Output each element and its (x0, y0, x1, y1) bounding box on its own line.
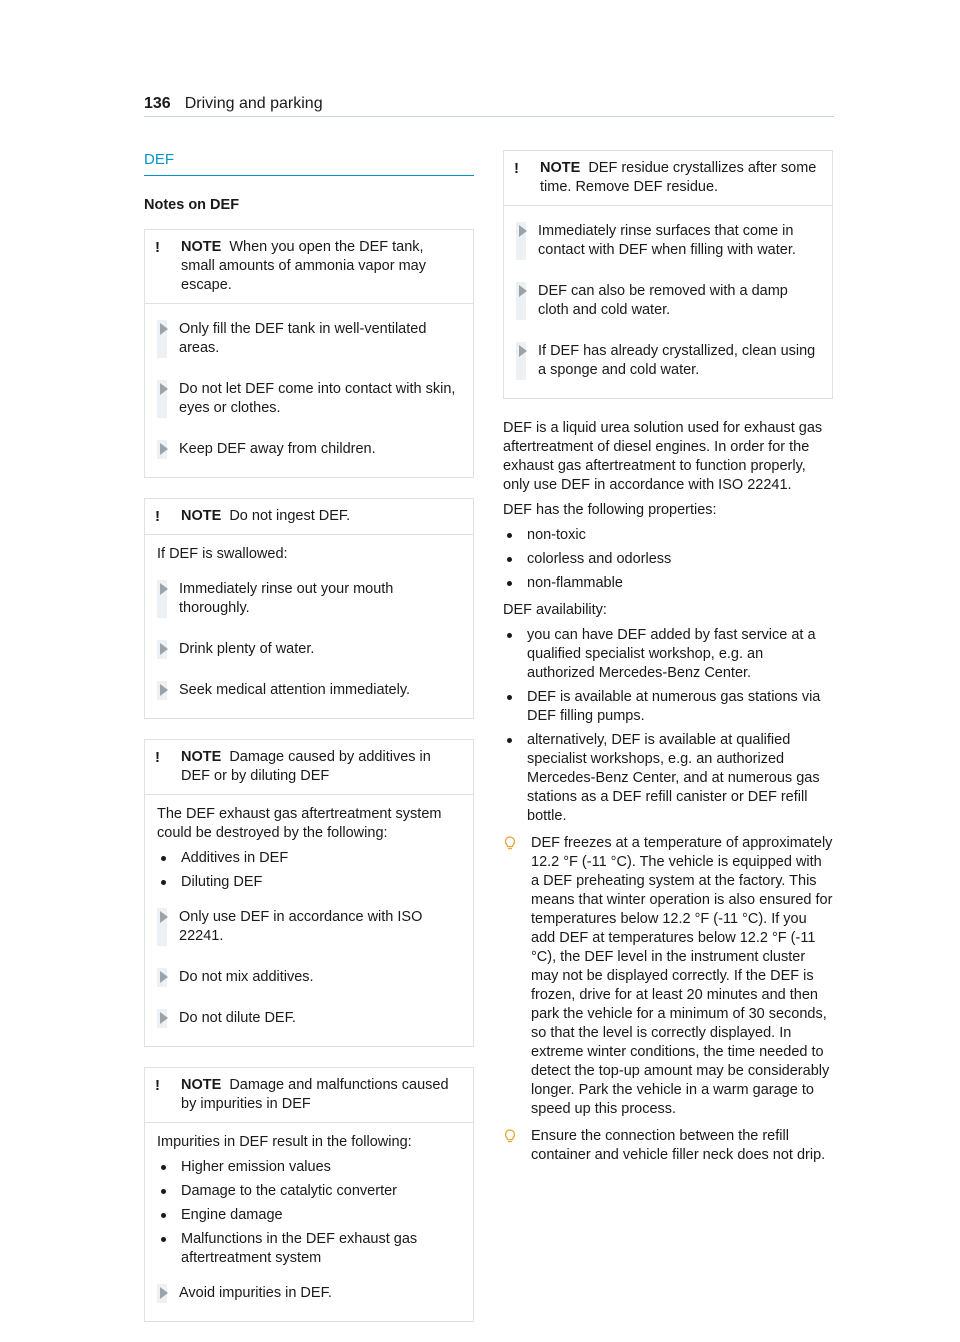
info-note-connection (503, 1127, 833, 1165)
step-arrow-icon (160, 911, 168, 923)
list-item: Damage to the catalytic converter (157, 1182, 461, 1201)
action-step: Only fill the DEF tank in well-ventilated areas. (157, 314, 461, 364)
list-item: Engine damage (157, 1206, 461, 1225)
step-arrow-icon (160, 323, 168, 335)
step-arrow-icon (160, 383, 168, 395)
note-box-additives (144, 739, 474, 1047)
list-item: you can have DEF added by fast service at a qualified specialist workshop, e.g. an authorized Mercedes-Benz Center. (503, 626, 833, 683)
note-text: DEF residue crystallizes after some time. Remove DEF residue. (540, 160, 817, 195)
info-lightbulb-icon (503, 1129, 517, 1143)
left-column (144, 150, 474, 1342)
bullet-list (157, 1158, 461, 1268)
body-intro: DEF is a liquid urea solution used for exhaust gas aftertreatment of diesel engines. In order for the exhaust gas aftertreatment to function properly, only use DEF in accordance with ISO 22241. (503, 420, 823, 493)
list-item: Higher emission values (157, 1158, 461, 1177)
list-item: Malfunctions in the DEF exhaust gas aftertreatment system (157, 1230, 461, 1268)
note-header (145, 230, 473, 304)
note-box-ingest (144, 498, 474, 719)
note-text: Do not ingest DEF. (229, 508, 351, 524)
action-step: Immediately rinse surfaces that come in contact with DEF when filling with water. (516, 216, 820, 266)
note-text: When you open the DEF tank, small amounts of ammonia vapor may escape. (181, 239, 426, 293)
info-lightbulb-icon (503, 836, 517, 850)
note-intro: The DEF exhaust gas aftertreatment system could be destroyed by the following: (157, 806, 442, 841)
action-step: Do not mix additives. (157, 962, 461, 993)
section-title: DEF (144, 150, 474, 176)
step-arrow-icon (160, 583, 168, 595)
list-item: alternatively, DEF is available at qualified specialist workshops, e.g. an authorized Mercedes-Benz Center, and at numerous gas stations as a DEF refill canister or DEF refill bottle. (503, 731, 833, 826)
action-step: Immediately rinse out your mouth thoroughly. (157, 574, 461, 624)
page-header (144, 94, 834, 117)
list-item: non-flammable (503, 574, 833, 593)
availability-intro: DEF availability: (503, 602, 607, 618)
section-subtitle: Notes on DEF (144, 197, 240, 213)
list-item: colorless and odorless (503, 550, 833, 569)
note-label: NOTE (181, 749, 222, 765)
action-step: Do not dilute DEF. (157, 1003, 461, 1034)
note-label: NOTE (540, 160, 581, 176)
note-header (145, 1068, 473, 1123)
exclamation-icon: ! (155, 1077, 160, 1094)
note-box-impurities (144, 1067, 474, 1322)
action-step: Drink plenty of water. (157, 634, 461, 665)
step-arrow-icon (160, 971, 168, 983)
availability-list (503, 626, 833, 826)
properties-intro: DEF has the following properties: (503, 502, 717, 518)
note-label: NOTE (181, 239, 222, 255)
note-header (145, 499, 473, 535)
step-arrow-icon (519, 285, 527, 297)
step-arrow-icon (519, 225, 527, 237)
info-note-freezing (503, 834, 833, 1119)
step-arrow-icon (160, 684, 168, 696)
note-header (145, 740, 473, 795)
properties-list (503, 526, 833, 593)
list-item: non-toxic (503, 526, 833, 545)
action-step: Seek medical attention immediately. (157, 675, 461, 706)
chapter-title: Driving and parking (184, 95, 323, 112)
list-item: Additives in DEF (157, 849, 461, 868)
info-text: Ensure the connection between the refill container and vehicle filler neck does not drip. (531, 1128, 826, 1163)
exclamation-icon: ! (155, 749, 160, 766)
exclamation-icon: ! (155, 239, 160, 256)
note-intro: If DEF is swallowed: (157, 546, 288, 562)
right-column (503, 150, 833, 1173)
note-text: Damage caused by additives in DEF or by diluting DEF (181, 749, 431, 784)
note-header (504, 151, 832, 206)
action-step: Only use DEF in accordance with ISO 22241. (157, 902, 461, 952)
page-number: 136 (144, 95, 171, 112)
action-step: Avoid impurities in DEF. (157, 1278, 461, 1309)
note-intro: Impurities in DEF result in the following: (157, 1134, 412, 1150)
step-arrow-icon (160, 643, 168, 655)
action-step: If DEF has already crystallized, clean using a sponge and cold water. (516, 336, 820, 386)
step-arrow-icon (160, 443, 168, 455)
note-label: NOTE (181, 1077, 222, 1093)
exclamation-icon: ! (514, 160, 519, 177)
exclamation-icon: ! (155, 508, 160, 525)
action-step: DEF can also be removed with a damp cloth and cold water. (516, 276, 820, 326)
note-box-residue (503, 150, 833, 399)
step-arrow-icon (160, 1287, 168, 1299)
list-item: Diluting DEF (157, 873, 461, 892)
note-box-ammonia (144, 229, 474, 478)
note-text: Damage and malfunctions caused by impurities in DEF (181, 1077, 449, 1112)
note-label: NOTE (181, 508, 222, 524)
info-text: DEF freezes at a temperature of approximately 12.2 °F (-11 °C). The vehicle is equipped with a DEF preheating system at the factory. This means that winter operation is also ensured for temperatures below 12.2 °F (-11 °C). If you add DEF at temperatures below 12.2 °F (-11 °C), the DEF level in the instrument cluster may not be displayed correctly. If the DEF is frozen, drive for at least 20 minutes and then park the vehicle for a minimum of 30 seconds, so that the level is correctly displayed. In extreme winter conditions, the time needed to detect the top-up amount may be considerably longer. Park the vehicle in a warm garage to speed up this process. (531, 835, 833, 1117)
action-step: Keep DEF away from children. (157, 434, 461, 465)
bullet-list (157, 849, 461, 892)
action-step: Do not let DEF come into contact with skin, eyes or clothes. (157, 374, 461, 424)
step-arrow-icon (519, 345, 527, 357)
step-arrow-icon (160, 1012, 168, 1024)
list-item: DEF is available at numerous gas stations via DEF filling pumps. (503, 688, 833, 726)
